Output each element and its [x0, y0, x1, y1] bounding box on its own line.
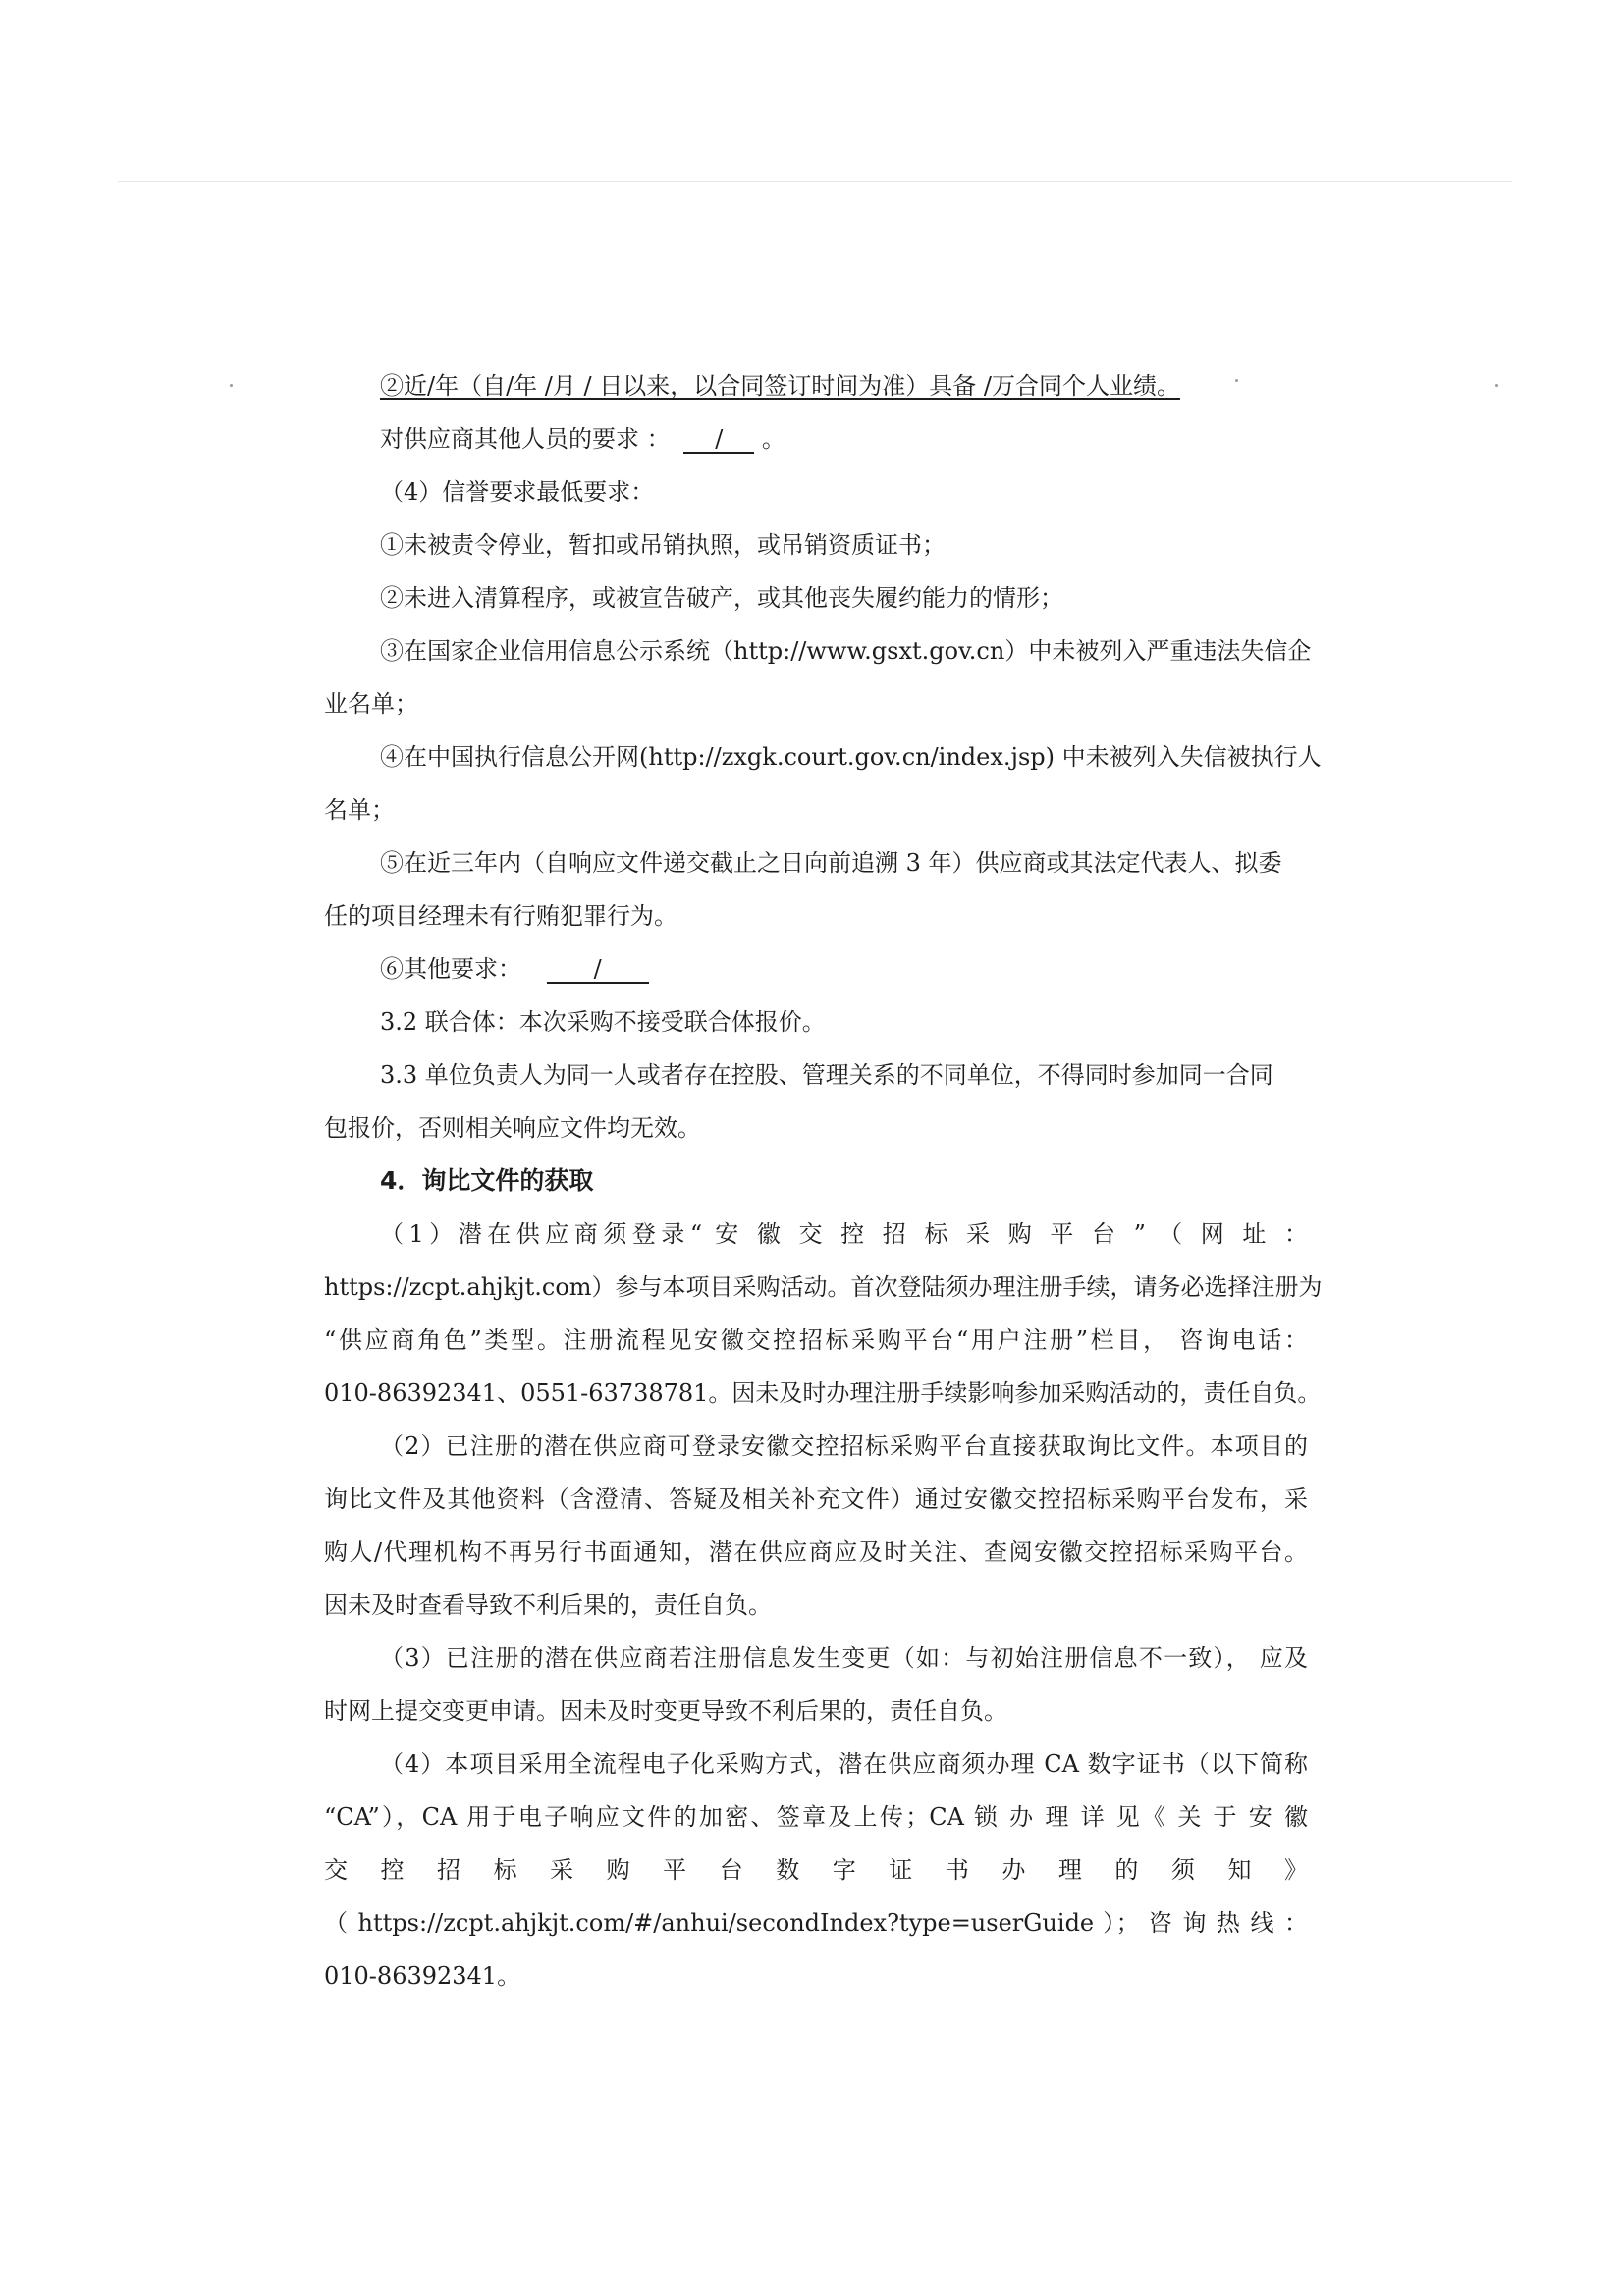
text-line: 时网上提交变更申请。因未及时变更导致不利后果的，责任自负。: [324, 1697, 1007, 1725]
text-line: 询比文件及其他资料（含澄清、答疑及相关补充文件）通过安徽交控招标采购平台发布，采: [324, 1485, 1308, 1513]
text-line: ④在中国执行信息公开网(http://zxgk.court.gov.cn/index.jsp) 中未被列入失信被执行人: [380, 743, 1322, 771]
text-line: 3.2 联合体：本次采购不接受联合体报价。: [380, 1008, 826, 1036]
text-line: 3.3 单位负责人为同一人或者存在控股、管理关系的不同单位，不得同时参加同一合同: [380, 1061, 1273, 1089]
text-line: ⑤在近三年内（自响应文件递交截止之日向前追溯 3 年）供应商或其法定代表人、拟委: [380, 849, 1282, 877]
text-line: ②未进入清算程序，或被宣告破产，或其他丧失履约能力的情形；: [380, 584, 1063, 612]
text-line: ③在国家企业信用信息公示系统（http://www.gsxt.gov.cn）中未被列入严重违法失信企: [380, 637, 1312, 665]
text-segment: ⑥其他要求：: [380, 955, 521, 983]
fill-blank: /: [547, 956, 649, 984]
text-line: 010-86392341。: [324, 1962, 521, 1990]
text-line: （4）本项目采用全流程电子化采购方式，潜在供应商须办理 CA 数字证书（以下简称: [380, 1750, 1308, 1778]
scan-speck: [1495, 384, 1498, 387]
text-line: ①未被责令停业，暂扣或吊销执照，或吊销资质证书；: [380, 531, 946, 559]
text-line: 任的项目经理未有行贿犯罪行为。: [324, 902, 677, 930]
fill-blank: /: [683, 426, 754, 454]
text-line: “CA”），CA 用于电子响应文件的加密、签章及上传；CA 锁 办 理 详 见《 关 于 安 徽: [324, 1803, 1308, 1831]
section-heading: 4．询比文件的获取: [380, 1166, 594, 1195]
header-rule: [118, 181, 1512, 182]
text-line: 010-86392341、0551-63738781。因未及时办理注册手续影响参加采购活动的，责任自负。: [324, 1379, 1322, 1407]
text-segment: 。: [761, 425, 785, 453]
text-line: ②近/年（自/年 /月 / 日以来，以合同签订时间为准）具备 /万合同个人业绩。: [380, 372, 1180, 400]
text-line: （3）已注册的潜在供应商若注册信息发生变更（如：与初始注册信息不一致）， 应及: [380, 1644, 1308, 1672]
text-line: 包报价，否则相关响应文件均无效。: [324, 1114, 701, 1142]
text-segment: 对供应商其他人员的要求 ：: [380, 425, 671, 453]
text-line: （2）已注册的潜在供应商可登录安徽交控招标采购平台直接获取询比文件。本项目的: [380, 1432, 1308, 1460]
text-line: 业名单；: [324, 690, 418, 718]
scan-speck: [1235, 379, 1238, 382]
text-line: 因未及时查看导致不利后果的，责任自负。: [324, 1591, 772, 1619]
text-line: （ https://zcpt.ahjkjt.com/#/anhui/secondIndex?type=userGuide ）； 咨 询 热 线 ：: [324, 1909, 1308, 1937]
text-line: “供应商角色”类型。注册流程见安徽交控招标采购平台“用户注册”栏目， 咨询电话：: [324, 1326, 1308, 1354]
text-line: 购人/代理机构不再另行书面通知，潜在供应商应及时关注、查阅安徽交控招标采购平台。: [324, 1538, 1308, 1566]
scan-speck: [230, 384, 233, 387]
text-line: https://zcpt.ahjkjt.com）参与本项目采购活动。首次登陆须办理注册手续，请务必选择注册为: [324, 1273, 1323, 1301]
text-line: [380, 422, 785, 455]
text-line: （4）信誉要求最低要求：: [380, 478, 655, 506]
text-line: 名单；: [324, 796, 395, 824]
text-line: （1）潜在供应商须登录“ 安 徽 交 控 招 标 采 购 平 台 ” （ 网 址 ：: [380, 1220, 1308, 1248]
text-line: [380, 952, 649, 986]
text-line: 交 控 招 标 采 购 平 台 数 字 证 书 办 理 的 须 知 》: [324, 1856, 1308, 1884]
